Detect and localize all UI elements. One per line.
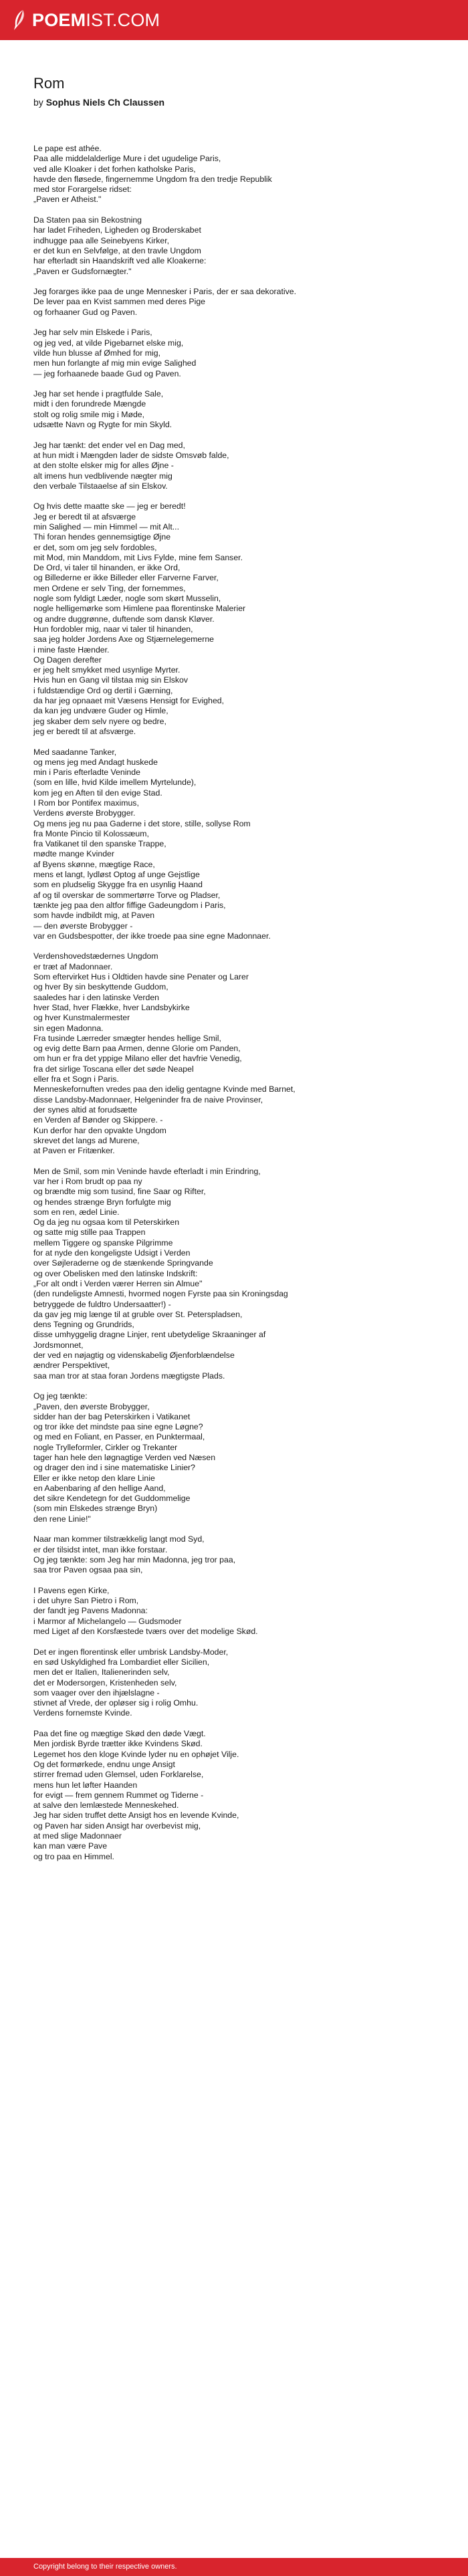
poem-stanza (33, 215, 441, 277)
poem-line: der ved en nøjagtig og videnskabelig Øjenforblændelse (33, 1351, 235, 1361)
poem-stanza (33, 144, 441, 205)
poem-line: udsætte Navn og Rygte for min Skyld. (33, 420, 172, 430)
poem-line: „Paven er Atheist." (33, 195, 102, 205)
poem-line: min Salighed — min Himmel — mit Alt... (33, 521, 179, 532)
poem-line: Naar man kommer tilstrækkelig langt mod Syd, (33, 1534, 205, 1544)
poem-line: saa tror Paven ogsaa paa sin, (33, 1565, 143, 1575)
poem-line: i Marmor af Michelangelo — Gudsmoder (33, 1616, 182, 1626)
poem-stanza (33, 1391, 441, 1524)
poem-line: „Paven, den øverste Brobygger, (33, 1401, 150, 1411)
poem-line: men det er Italien, Italienerinden selv, (33, 1667, 170, 1677)
poem-line: og over Obelisken med den latinske Indskrift: (33, 1268, 198, 1278)
poem-line: mellem Tiggere og spanske Pilgrimme (33, 1238, 173, 1248)
poem-line: og andre duggrønne, duftende som dansk Kløver. (33, 614, 215, 624)
poem-line: fra Monte Pincio til Kolossæum, (33, 828, 149, 838)
poem-line: Og jeg tænkte: som Jeg har min Madonna, jeg tror paa, (33, 1554, 236, 1564)
poem-line: „Paven er Gudsfornægter." (33, 266, 132, 276)
poem-line: der synes altid at forudsætte (33, 1104, 138, 1115)
poem-line: som vaager over den ihjælslagne - (33, 1687, 160, 1697)
poem-line: den rene Linie!" (33, 1514, 91, 1524)
poem-line: disse umhyggelig dragne Linjer, rent ubetydelige Skraaninger af (33, 1330, 266, 1340)
poem-stanza (33, 1167, 441, 1381)
poem-line: tager han hele den løgnagtige Verden ved Næsen (33, 1453, 216, 1462)
poem-line: Med saadanne Tanker, (33, 747, 117, 757)
poem-line: Og mens jeg nu paa Gaderne i det store, stille, sollyse Rom (33, 818, 251, 828)
poem-line: Verdens øverste Brobygger. (33, 808, 136, 818)
poem-line: da gav jeg mig længe til at gruble over St. Peterspladsen, (33, 1309, 243, 1319)
poem-line: Og hvis dette maatte ske — jeg er beredt! (33, 501, 186, 511)
poem-stanza (33, 389, 441, 430)
poem-line: at Paven er Fritænker. (33, 1146, 115, 1156)
poem-line: at hun midt i Mængden lader de sidste Omsvøb falde, (33, 450, 229, 460)
poem-byline (33, 96, 441, 108)
poem-line: af Byens skønne, mægtige Race, (33, 859, 155, 869)
poem-line: Og Dagen derefter (33, 655, 102, 665)
poem-line: sidder han der bag Peterskirken i Vatikanet (33, 1411, 191, 1421)
logo-text-light: IST.COM (86, 10, 160, 30)
poem-line: i mine faste Hænder. (33, 645, 110, 655)
poem-line: jeg skaber dem selv nyere og bedre, (33, 716, 166, 726)
poem-line: Legemet hos den kloge Kvinde lyder nu en ophøjet Vilje. (33, 1749, 239, 1759)
poem-line: at den stolte elsker mig for alles Øjne - (33, 461, 174, 471)
poem-line: Jeg har set hende i pragtfulde Sale, (33, 389, 164, 399)
poem-line: Da Staten paa sin Bekostning (33, 215, 142, 225)
poem-line: som en ren, ædel Linie. (33, 1207, 120, 1217)
poem-line: nogle hellige​mørke som Himlene paa florentinske Malerier (33, 604, 246, 614)
poem-line: saa man tror at staa foran Jordens mægtigste Plads. (33, 1371, 225, 1381)
poem-line: der fandt jeg Pavens Madonna: (33, 1606, 148, 1616)
poem-line: jeg er beredt til at afsværge. (33, 726, 136, 736)
poem-line: en Aabenbaring af den hellige Aand, (33, 1483, 166, 1493)
poem-line: Hun fordobler mig, naar vi taler til hinanden, (33, 624, 193, 634)
poem-stanza (33, 441, 441, 491)
footer-bar (0, 2558, 468, 2576)
poem-stanza (33, 287, 441, 318)
poem-line: Verdens fornemste Kvinde. (33, 1708, 132, 1718)
poem-line: Paa det fine og mægtige Skød den døde Vægt. (33, 1729, 206, 1739)
poem-line: mødte mange Kvinder (33, 849, 114, 859)
poem-line: da har jeg opnaaet mit Væsens Hensigt for Evighed, (33, 696, 225, 706)
site-logo[interactable] (12, 8, 160, 32)
poem-line: — jeg forhaanede baade Gud og Paven. (33, 368, 181, 378)
poem-line: Thi foran hendes gennemsigtige Øjne (33, 532, 171, 542)
poem-line: mit Mod, min Manddom, mit Livs Fylde, mine fem Sanser. (33, 552, 243, 562)
poem-line: (som min Elskedes strænge Bryn) (33, 1504, 158, 1514)
poem-line: over Søjleraderne og de stænkende Springvande (33, 1258, 213, 1268)
poem-line: disse Landsby-Madonnaer, Helgeninder fra de naive Provinser, (33, 1094, 263, 1104)
quill-pen-icon (12, 9, 27, 31)
poem-line: og forhaaner Gud og Paven. (33, 307, 138, 317)
poem-line: er det, som om jeg selv fordobles, (33, 542, 157, 552)
poem-line: og satte mig stille paa Trappen (33, 1227, 146, 1238)
poem-line: har efterladt sin Haandskrift ved alle Kloakerne: (33, 256, 207, 266)
poem-line: men Ordene er selv Ting, der fornemmes, (33, 583, 186, 593)
poem-line: og med en Foliant, en Passer, en Punktermaal, (33, 1432, 205, 1442)
poem-line: Og det formørkede, endnu unge Ansigt (33, 1759, 175, 1769)
poem-line: I Pavens egen Kirke, (33, 1585, 110, 1595)
poem-line: Men de Smil, som min Veninde havde efterladt i min Erindring, (33, 1166, 261, 1176)
logo-text (32, 8, 160, 32)
poem-line: var en Gudsbespotter, der ikke troede paa sine egne Madonnaer. (33, 931, 271, 941)
poem-line: om hun er fra det yppige Milano eller det havfrie Venedig, (33, 1054, 242, 1064)
poem-line: en sød Uskyldighed fra Lombardiet eller Sicilien, (33, 1657, 210, 1667)
poem-line: Le pape est athée. (33, 144, 102, 153)
poem-line: da kan jeg undvære Guder og Himle, (33, 706, 168, 716)
poem-line: det sikre Kendetegn for det Guddommelige (33, 1494, 191, 1504)
footer-copyright: Copyright belong to their respective owners. (33, 2563, 177, 2571)
poem-line: kom jeg en Aften til den evige Stad. (33, 788, 162, 798)
poem-line: at salve den lemlæstede Menneskehed. (33, 1800, 179, 1810)
poem-line: og brændte mig som tusind, fine Saar og Rifter, (33, 1187, 206, 1197)
poem-stanza (33, 1534, 441, 1575)
poem-line: kan man være Pave (33, 1841, 108, 1851)
poem-line: De Ord, vi taler til hinanden, er ikke Ord, (33, 563, 181, 573)
poem-stanza (33, 1729, 441, 1862)
poem-line: det er Modersorgen, Kristenheden selv, (33, 1677, 177, 1687)
poem-line: var her i Rom brudt op paa ny (33, 1176, 142, 1186)
poem-line: som havde indbildt mig, at Paven (33, 911, 155, 921)
poem-line: hver Stad, hver Flække, hver Landsbykirke (33, 1002, 190, 1012)
poem-line: stolt og rolig smile mig i Møde, (33, 409, 145, 419)
poem-body (33, 144, 441, 1862)
poem-line: Og da jeg nu ogsaa kom til Peterskirken (33, 1217, 180, 1227)
poem-stanza (33, 951, 441, 1156)
poem-line: saa jeg holder Jordens Axe og Stjærnelegemerne (33, 634, 215, 645)
poem-line: Som eftervirket Hus i Oldtiden havde sine Penater og Larer (33, 972, 249, 982)
poem-line: mens hun let løfter Haanden (33, 1780, 138, 1790)
poem-stanza (33, 501, 441, 737)
poem-line: Kun derfor har den opvakte Ungdom (33, 1125, 166, 1135)
poem-line: er jeg helt smykket med usynlige Myrter. (33, 665, 181, 675)
byline-label: by (33, 97, 43, 108)
poem-line: Jeg har selv min Elskede i Paris, (33, 328, 152, 338)
poem-line: nogle Trylleformler, Cirkler og Trekanter (33, 1442, 178, 1452)
poem-line: ændrer Perspektivet, (33, 1361, 110, 1371)
poem-line: at med slige Madonnaer (33, 1831, 122, 1841)
poem-line: min i Paris efterladte Veninde (33, 768, 140, 778)
poem-line: skrevet det langs ad Murene, (33, 1135, 140, 1145)
poem-line: stirrer fremad uden Glemsel, uden Forklarelse, (33, 1770, 204, 1780)
poem-line: Menneskefornuften vredes paa den idelig gentagne Kvinde med Barnet, (33, 1084, 296, 1094)
poem-line: med stor Forargelse ridset: (33, 185, 132, 195)
poem-line: med Liget af den Korsfæstede tværs over det modelige Skød. (33, 1627, 258, 1637)
poem-line: for at nyde den kongeligste Udsigt i Verden (33, 1248, 191, 1258)
poem-line: Jordsmonnet, (33, 1340, 84, 1350)
top-bar (0, 0, 468, 40)
poem-line: eller fra et Sogn i Paris. (33, 1074, 119, 1084)
logo-text-bold: POEM (32, 10, 86, 30)
poem-line: midt i den forundrede Mængde (33, 399, 146, 409)
poem-line: for evigt — frem gennem Rummet og Tiderne - (33, 1790, 204, 1800)
poem-line: som en pludselig Skygge fra en usynlig Haand (33, 880, 203, 890)
poem-line: og evig dette Barn paa Armen, denne Glorie om Panden, (33, 1044, 241, 1054)
poem-line: er der tilsidst intet, man ikke forstaar. (33, 1544, 168, 1554)
poem-stanza (33, 747, 441, 942)
poem-line: en Verden af Bønder og Skippere. - (33, 1115, 163, 1125)
poem-line: dens Tegning og Grundrids, (33, 1320, 134, 1330)
poem-line: sin egen Madonna. (33, 1023, 104, 1033)
poem-line: har ladet Friheden, Ligheden og Broderskabet (33, 225, 201, 235)
poem-line: I Rom bor Pontifex maximus, (33, 798, 139, 808)
poem-line: er det kun en Selvfølge, at den travle Ungdom (33, 245, 201, 255)
poem-line: og Paven har siden Ansigt har overbevist mig, (33, 1821, 201, 1831)
poem-line: Jeg har siden truffet dette Ansigt hos en levende Kvinde, (33, 1810, 239, 1821)
poem-line: den verbale Tilstaaelse af sin Elskov. (33, 481, 168, 491)
poem-line: i det uhyre San Pietro i Rom, (33, 1596, 139, 1606)
poem-stanza (33, 1586, 441, 1637)
poem-line: (som en lille, hvid Kilde imellem Myrtelunde), (33, 778, 197, 788)
poem-line: havde den fløsede, fingernemme Ungdom fra den tredje Republik (33, 174, 272, 184)
poem-line: og mens jeg med Andagt huskede (33, 757, 158, 767)
poem-line: Verdenshovedstædernes Ungdom (33, 951, 158, 961)
poem-line: Fra tusinde Lærreder smægter hendes hellige Smil, (33, 1033, 221, 1043)
poem-line: Det er ingen florentinsk eller umbrisk Landsby-Moder, (33, 1647, 229, 1657)
poem-line: af og til overskar de sommertørre Torve og Pladser, (33, 890, 221, 900)
poem-line: er træt af Madonnaer. (33, 961, 113, 971)
poem-line: Eller er ikke netop den klare Linie (33, 1473, 155, 1483)
poem-line: ved alle Kloaker i det forhen katholske Paris, (33, 164, 196, 174)
poem-line: Men jordisk Byrde trætter ikke Kvindens Skød. (33, 1739, 203, 1749)
poem-line: Jeg forarges ikke paa de unge Mennesker i Paris, der er saa dekorative. (33, 287, 297, 297)
poem-stanza (33, 1647, 441, 1719)
poem-stanza (33, 328, 441, 378)
poem-line: Hvis hun en Gang vil tilstaa mig sin Elskov (33, 675, 189, 685)
poem-line: stivnet af Vrede, der opløser sig i rolig Omhu. (33, 1698, 199, 1708)
poem-line: (den rundeligste Amnesti, hvormed nogen Fyrste paa sin Kroningsdag (33, 1289, 288, 1299)
poem-line: og tro paa en Himmel. (33, 1851, 114, 1861)
poem-line: — den øverste Brobygger - (33, 921, 133, 931)
poem-line: betryggede de fuldtro Undersaatter!) - (33, 1299, 171, 1309)
poem-line: Jeg er beredt til at afsværge (33, 511, 136, 521)
poem-line: og drager den ind i sine matematiske Linier? (33, 1463, 195, 1473)
poem-title: Rom (33, 75, 65, 92)
poem-line: nogle som fyldigt Læder, nogle som skørt Musselin, (33, 594, 221, 604)
poem-line: og tror ikke det mindste paa sine egne Løgne? (33, 1422, 203, 1432)
poem-line: i fuldstændige Ord og dertil i Gærning, (33, 685, 173, 695)
poem-line: mens et langt, lydløst Optog af unge Gejstlige (33, 870, 200, 880)
poem-line: fra det sirlige Toscana eller det søde Neapel (33, 1064, 194, 1074)
poem-line: og Billederne er ikke Billeder eller Farverne Farver, (33, 573, 219, 583)
poem-line: og hver By sin beskyttende Guddom, (33, 982, 168, 992)
poem-line: Og jeg tænkte: (33, 1391, 88, 1401)
poem-line: indhugge paa alle Seinebyens Kirker, (33, 235, 170, 245)
poem-line: De lever paa en Kvist sammen med deres Pige (33, 297, 205, 307)
poem-line: Jeg har tænkt: det ender vel en Dag med, (33, 440, 185, 450)
poem-line: og hver Kunstmalermester (33, 1013, 130, 1023)
poem-line: tænkte jeg paa den altfor fiffige Gadeungdom i Paris, (33, 900, 226, 910)
author-link[interactable]: Sophus Niels Ch Claussen (45, 97, 165, 108)
poem-container (33, 75, 441, 1872)
poem-line: og jeg ved, at vilde Pigebarnet elske mig, (33, 338, 184, 348)
poem-line: og hendes strænge Bryn forfulgte mig (33, 1197, 171, 1207)
poem-line: vilde hun blusse af Ømhed for mig, (33, 348, 161, 358)
poem-line: „For alt ondt i Verden værer Herren sin Almue" (33, 1278, 203, 1288)
poem-line: saaledes har i den latinske Verden (33, 992, 159, 1002)
poem-line: Paa alle middelalderlige Mure i det ugudelige Paris, (33, 154, 221, 164)
poem-line: fra Vatikanet til den spanske Trappe, (33, 839, 166, 849)
poem-line: alt imens hun vedblivende nægter mig (33, 471, 172, 481)
poem-line: men hun forlangte af mig min evige Salighed (33, 358, 197, 368)
